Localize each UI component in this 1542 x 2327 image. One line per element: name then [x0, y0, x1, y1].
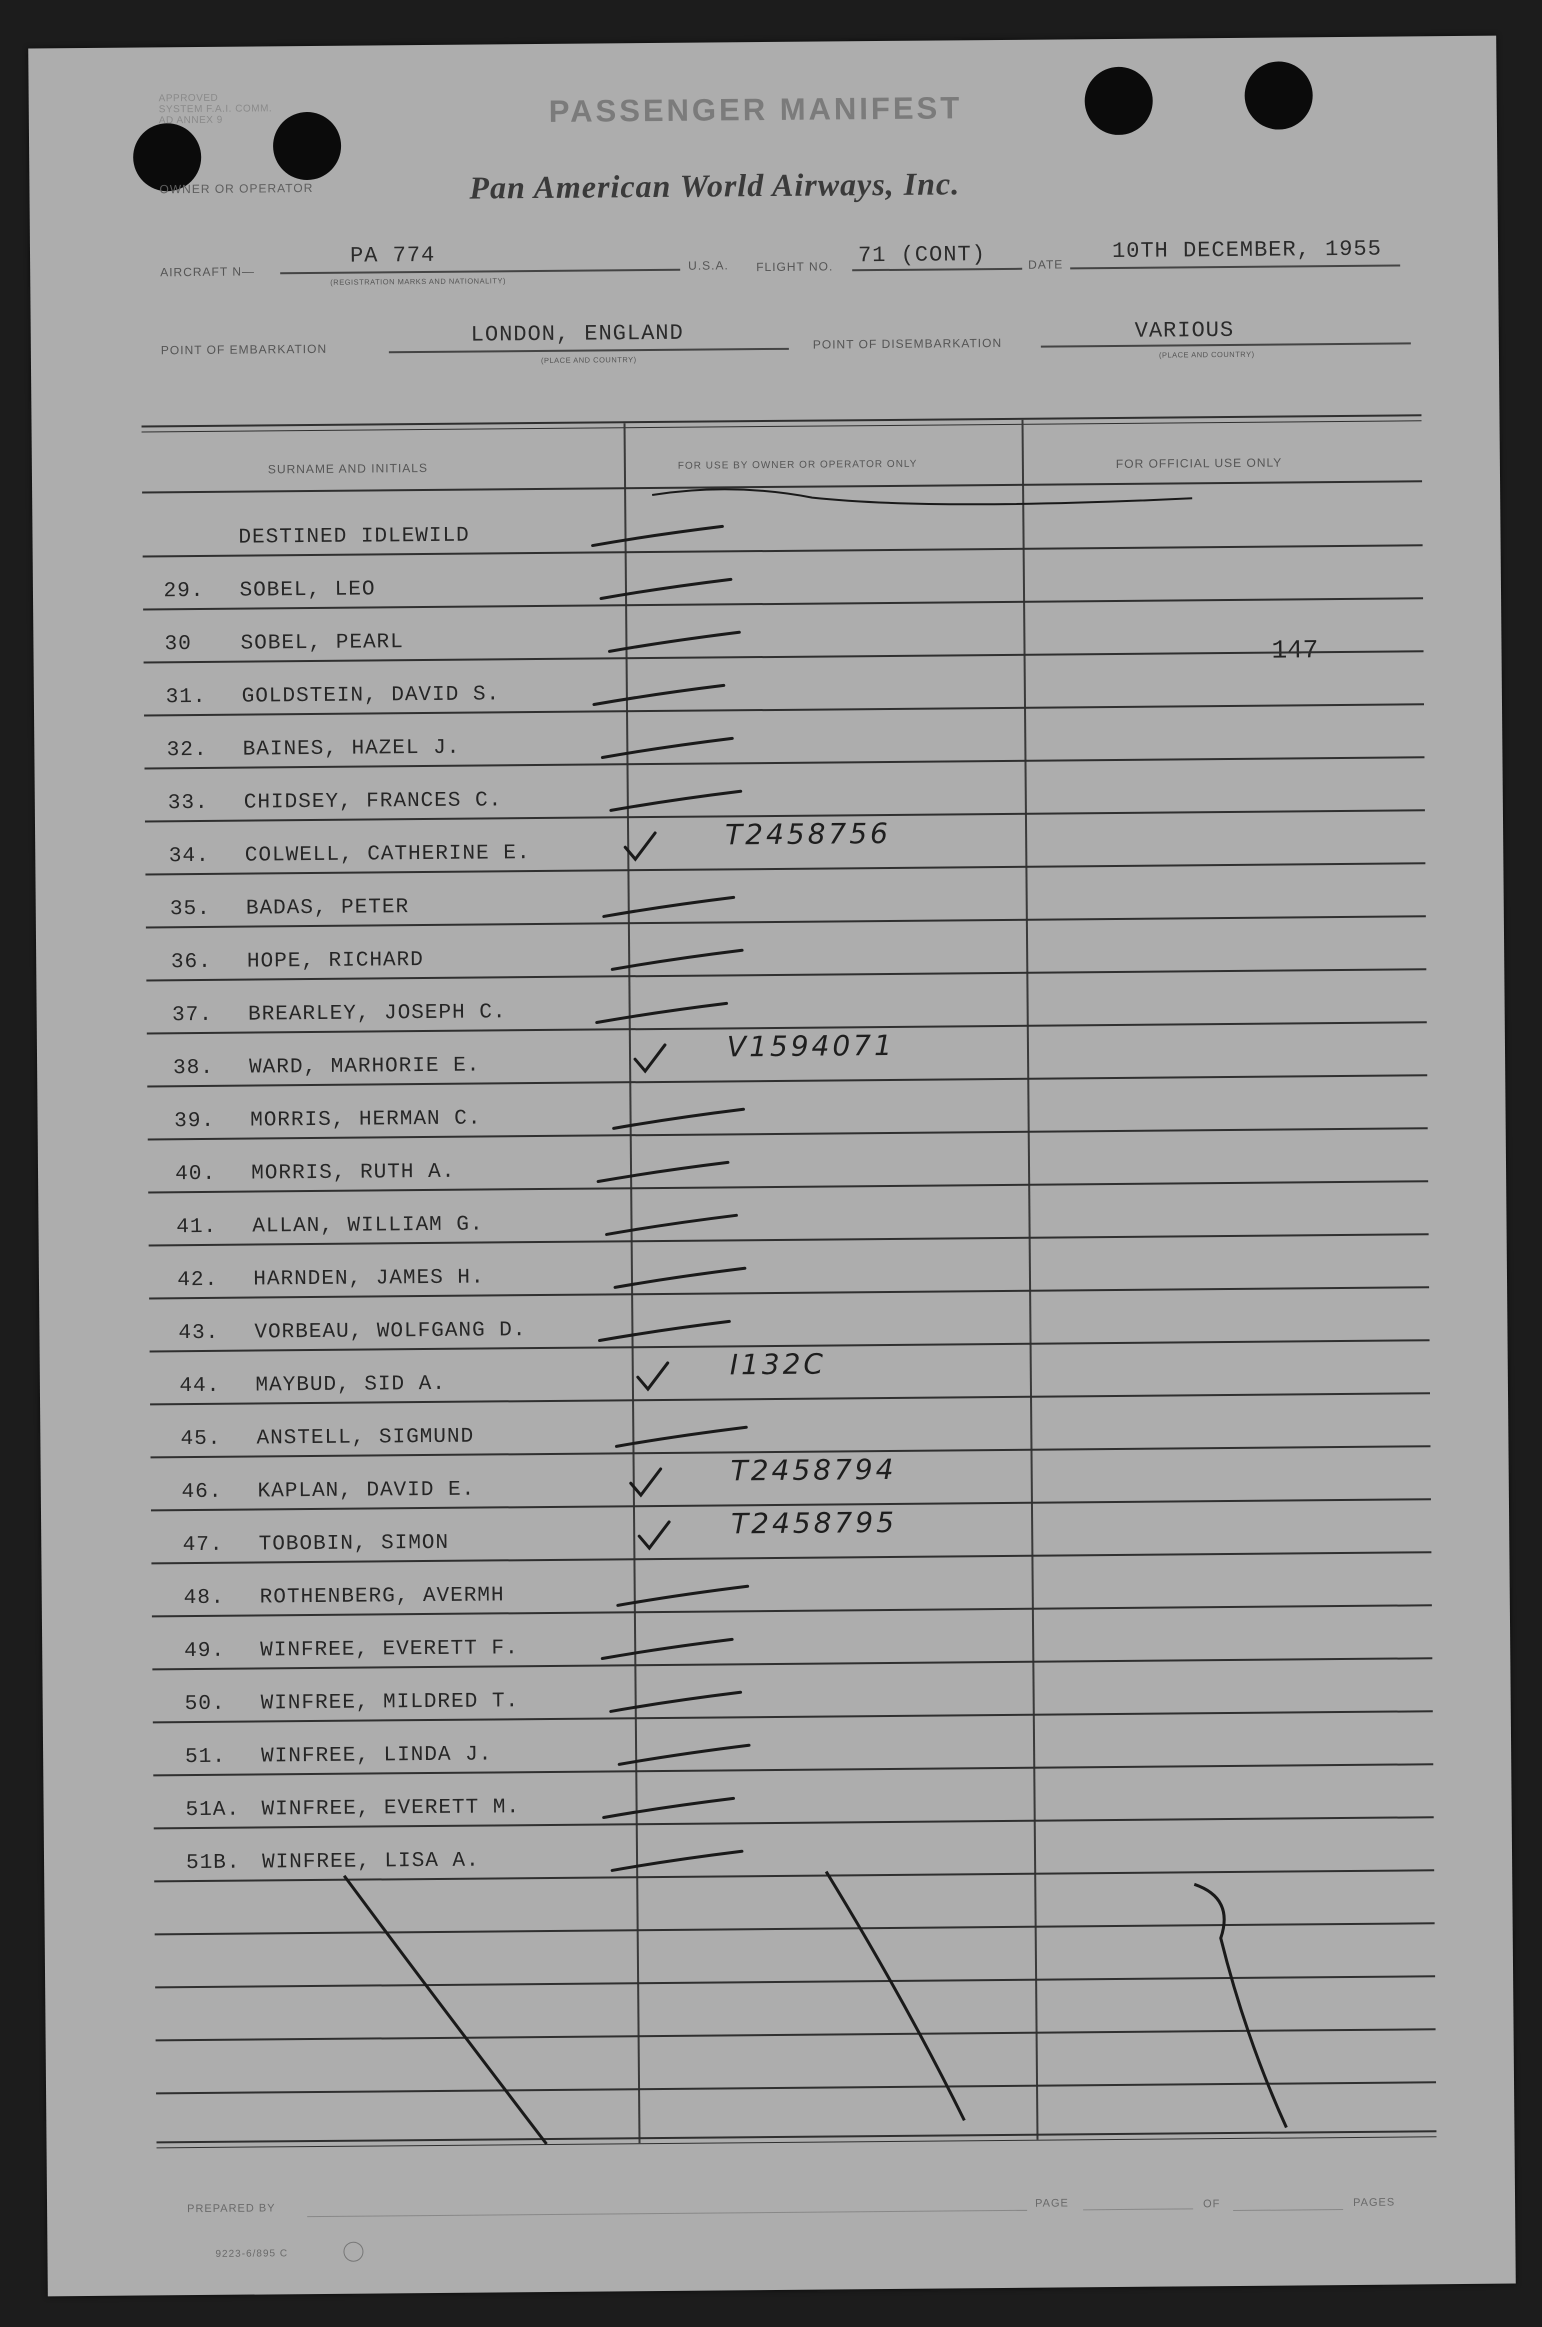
row-number: 37. [171, 1003, 213, 1028]
row-number: 33. [167, 791, 209, 816]
row-number: 34. [168, 844, 210, 869]
row-number: 30 [164, 633, 192, 657]
row-number: 49. [184, 1639, 226, 1664]
page-label: PAGE [1035, 2197, 1069, 2210]
approval-line: SYSTEM F.A.I. COMM. [158, 103, 273, 116]
check-mark [618, 1586, 748, 1605]
column-header-operator: FOR USE BY OWNER OR OPERATOR ONLY [677, 458, 918, 472]
passenger-name: WINFREE, EVERETT F. [260, 1637, 519, 1663]
passenger-name: ROTHENBERG, AVERMH [259, 1584, 505, 1610]
owner-label: OWNER OR OPERATOR [159, 180, 314, 197]
row-number: 50. [184, 1692, 226, 1717]
aircraft-value: PA 774 [349, 242, 436, 269]
column-header-name: SURNAME AND INITIALS [267, 460, 428, 477]
check-mark [604, 897, 734, 916]
passenger-name: HOPE, RICHARD [246, 949, 424, 974]
operator-column-scribble [652, 485, 1192, 507]
row-number: 51B. [185, 1851, 241, 1876]
embarkation-label: POINT OF EMBARKATION [160, 341, 328, 358]
check-mark [601, 579, 731, 598]
passenger-name: WINFREE, LINDA J. [261, 1743, 493, 1769]
check-mark [615, 1268, 745, 1287]
passenger-name: COLWELL, CATHERINE E. [244, 842, 531, 868]
page-title: PASSENGER MANIFEST [548, 90, 963, 129]
row-number: 35. [169, 897, 211, 922]
disembarkation-value: VARIOUS [1134, 317, 1235, 344]
date-value: 10TH DECEMBER, 1955 [1111, 236, 1382, 264]
flight-value: 71 (CONT) [857, 242, 986, 269]
check-mark [612, 950, 742, 969]
embarkation-value: LONDON, ENGLAND [470, 320, 684, 348]
check-mark [616, 1427, 746, 1446]
row-number: 32. [166, 738, 208, 763]
form-number: 9223-6/895 C [215, 2248, 289, 2260]
cancel-stroke [1194, 1884, 1286, 2129]
registration-caption: (REGISTRATION MARKS AND NATIONALITY) [330, 276, 506, 287]
row-number: 31. [165, 685, 207, 710]
passenger-name: CHIDSEY, FRANCES C. [243, 789, 503, 815]
handwritten-note: V1594071 [726, 1028, 895, 1064]
row-number: 44. [179, 1374, 221, 1399]
passenger-name: BREARLEY, JOSEPH C. [247, 1001, 507, 1027]
passenger-name: DESTINED IDLEWILD [238, 524, 470, 550]
passenger-name: SOBEL, PEARL [240, 631, 404, 656]
disembarkation-label: POINT OF DISEMBARKATION [812, 335, 1003, 352]
handwritten-note: I132C [729, 1347, 827, 1382]
check-mark [594, 685, 724, 704]
official-number: 147 [1271, 635, 1319, 666]
embarkation-caption: (PLACE AND COUNTRY) [540, 355, 637, 365]
passenger-name: BAINES, HAZEL J. [242, 736, 461, 762]
row-number: 38. [173, 1056, 215, 1081]
check-mark [597, 1003, 727, 1022]
passenger-name: BADAS, PETER [245, 896, 410, 921]
prepared-by-label: PREPARED BY [187, 2202, 276, 2216]
passenger-name: MORRIS, RUTH A. [251, 1160, 456, 1186]
row-number: 43. [178, 1321, 220, 1346]
operator-name: Pan American World Airways, Inc. [469, 165, 961, 206]
row-number: 36. [170, 950, 212, 975]
row-number: 41. [176, 1215, 218, 1240]
check-mark [602, 738, 732, 757]
approval-line: AD ANNEX 9 [158, 114, 223, 127]
column-header-official: FOR OFFICIAL USE ONLY [1115, 455, 1283, 471]
flight-label: FLIGHT NO. [756, 259, 834, 275]
passenger-name: WARD, MARHORIE E. [249, 1054, 481, 1080]
check-mark [619, 1745, 749, 1764]
check-mark [625, 833, 655, 859]
check-mark [606, 1215, 736, 1234]
passenger-name: HARNDEN, JAMES H. [253, 1266, 485, 1292]
row-number: 40. [175, 1162, 217, 1187]
check-mark [635, 1045, 665, 1071]
row-number: 39. [174, 1109, 216, 1134]
pen-marks [28, 36, 1516, 2297]
cancel-stroke [344, 1874, 546, 2146]
row-number: 51. [185, 1745, 227, 1770]
check-mark [602, 1639, 732, 1658]
check-mark [599, 1321, 729, 1340]
check-mark [611, 1692, 741, 1711]
passenger-name: SOBEL, LEO [239, 578, 376, 603]
row-number: 46. [181, 1480, 223, 1505]
row-number: 51A. [185, 1798, 241, 1823]
passenger-name: ALLAN, WILLIAM G. [252, 1213, 484, 1239]
row-number: 42. [177, 1268, 219, 1293]
handwritten-note: T2458756 [724, 816, 892, 852]
check-mark [612, 1851, 742, 1870]
of-label: OF [1203, 2198, 1221, 2211]
passenger-name: VORBEAU, WOLFGANG D. [254, 1319, 527, 1345]
passenger-name: WINFREE, MILDRED T. [260, 1690, 520, 1716]
aircraft-label: AIRCRAFT N— [160, 264, 256, 280]
row-number: 48. [183, 1586, 225, 1611]
check-mark [639, 1522, 669, 1548]
passenger-name: KAPLAN, DAVID E. [257, 1478, 476, 1504]
check-mark [604, 1798, 734, 1817]
passenger-name: MAYBUD, SID A. [255, 1372, 447, 1398]
passenger-name: GOLDSTEIN, DAVID S. [241, 683, 501, 709]
passenger-name: MORRIS, HERMAN C. [250, 1107, 482, 1133]
check-mark [638, 1363, 668, 1389]
handwritten-note: T2458795 [730, 1505, 898, 1541]
disembarkation-caption: (PLACE AND COUNTRY) [1158, 349, 1255, 360]
check-mark [614, 1109, 744, 1128]
row-number: 29. [163, 579, 205, 604]
pages-label: PAGES [1353, 2196, 1396, 2209]
row-number: 47. [182, 1533, 224, 1558]
cancel-stroke [826, 1870, 964, 2121]
check-mark [611, 791, 741, 810]
check-mark [631, 1469, 661, 1495]
handwritten-note: T2458794 [730, 1452, 897, 1488]
passenger-name: WINFREE, EVERETT M. [261, 1796, 521, 1822]
row-number: 45. [180, 1427, 222, 1452]
usa-label: U.S.A. [688, 258, 729, 273]
passenger-name: ANSTELL, SIGMUND [256, 1425, 475, 1451]
passenger-name: WINFREE, LISA A. [261, 1849, 480, 1875]
passenger-name: TOBOBIN, SIMON [258, 1531, 450, 1557]
check-mark [598, 1162, 728, 1181]
approval-line: APPROVED [158, 92, 219, 105]
date-label: DATE [1028, 257, 1064, 272]
check-mark [609, 632, 739, 651]
check-mark [592, 526, 722, 545]
manifest-sheet [28, 36, 1516, 2297]
